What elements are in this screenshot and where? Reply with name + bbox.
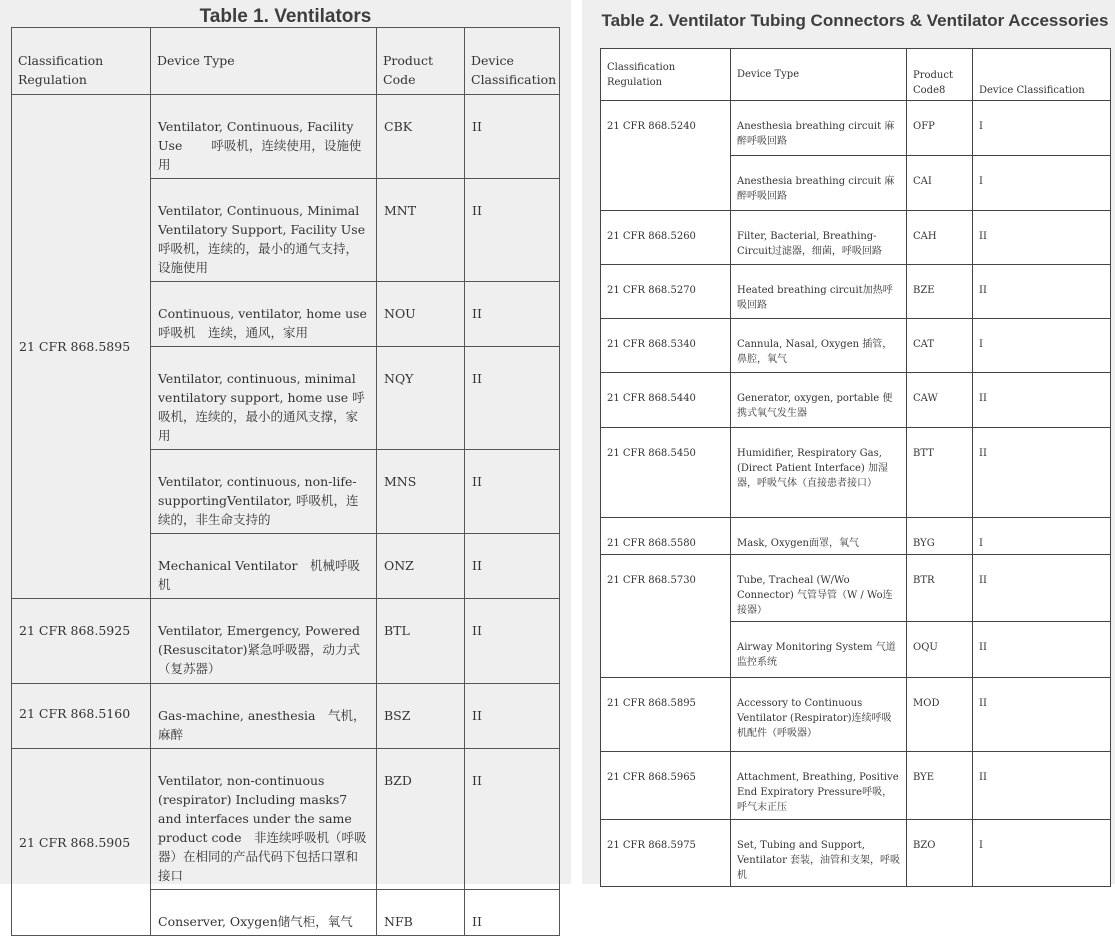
product-code-cell: NFB [377,890,465,936]
device-type-cell: Ventilator, non-continuous (respirator) Including masks7 and interfaces under the same product code 非连续呼吸机（呼吸器）在相同的产品代码下包括口罩和接口 [151,749,377,890]
table-row [601,428,1111,518]
header-classification-regulation: Classification Regulation [12,28,151,95]
header-device-type: Device Type [151,28,377,95]
regulation-cell: 21 CFR 868.5730 [601,555,731,678]
table-row [601,265,1111,319]
header-product-code: Product Code8 [907,49,973,101]
classification-cell: II [973,211,1111,265]
device-type-cell: Set, Tubing and Support, Ventilator 套装，油管和支架，呼吸机 [731,820,907,887]
product-code-cell: CAH [907,211,973,265]
device-type-cell: Humidifier, Respiratory Gas, (Direct Patient Interface) 加湿器，呼吸气体（直接患者接口） [731,428,907,518]
regulation-cell: 21 CFR 868.5975 [601,820,731,887]
header-device-type: Device Type [731,49,907,101]
header-classification-regulation: Classification Regulation [601,49,731,101]
classification-cell: I [973,319,1111,373]
product-code-cell: NOU [377,282,465,347]
classification-cell: II [465,179,560,282]
classification-cell: II [465,749,560,890]
classification-cell: II [465,684,560,749]
device-type-cell: Heated breathing circuit加热呼吸回路 [731,265,907,319]
classification-cell: II [973,265,1111,319]
device-type-cell: Conserver, Oxygen储气柜，氧气 [151,890,377,936]
product-code-cell: CAI [907,156,973,211]
header-device-classification: Device Classification [465,28,560,95]
device-type-cell: Mechanical Ventilator 机械呼吸机 [151,534,377,599]
product-code-cell: BTT [907,428,973,518]
product-code-cell: BTL [377,599,465,684]
device-type-cell: Cannula, Nasal, Oxygen 插管，鼻腔，氧气 [731,319,907,373]
table-row [601,101,1111,156]
product-code-cell: MNS [377,450,465,534]
device-type-cell: Ventilator, continuous, minimal ventilatory support, home use 呼吸机，连续的，最小的通风支撑，家用 [151,347,377,450]
product-code-cell: OFP [907,101,973,156]
table-row [601,211,1111,265]
table-row [601,752,1111,820]
device-type-cell: Anesthesia breathing circuit 麻醉呼吸回路 [731,101,907,156]
product-code-cell: BZD [377,749,465,890]
product-code-cell: ONZ [377,534,465,599]
device-type-cell: Generator, oxygen, portable 便携式氧气发生器 [731,373,907,428]
table-row [12,684,560,749]
device-type-cell: Ventilator, continuous, non-life-supportingVentilator, 呼吸机，连续的，非生命支持的 [151,450,377,534]
product-code-cell: BTR [907,555,973,622]
regulation-cell: 21 CFR 868.5240 [601,101,731,211]
classification-cell: II [465,95,560,179]
classification-cell: II [973,373,1111,428]
regulation-cell: 21 CFR 868.5260 [601,211,731,265]
product-code-cell: CAW [907,373,973,428]
table-row [601,678,1111,752]
table-row [601,820,1111,887]
device-type-cell: Ventilator, Continuous, Facility Use 呼吸机，连续使用，设施使用 [151,95,377,179]
regulation-cell: 21 CFR 868.5895 [12,95,151,599]
regulation-cell: 21 CFR 868.5340 [601,319,731,373]
regulation-cell: 21 CFR 868.5965 [601,752,731,820]
device-type-cell: Tube, Tracheal (W/Wo Connector) 气管导管（W / Wo连接器） [731,555,907,622]
regulation-cell: 21 CFR 868.5160 [12,684,151,749]
product-code-cell: CBK [377,95,465,179]
classification-cell: I [973,156,1111,211]
header-product-code: Product Code [377,28,465,95]
device-type-cell: Gas-machine, anesthesia 气机，麻醉 [151,684,377,749]
regulation-cell: 21 CFR 868.5450 [601,428,731,518]
device-type-cell: Airway Monitoring System 气道监控系统 [731,622,907,678]
table1-title: Table 1. Ventilators [199,6,372,27]
device-type-cell: Filter, Bacterial, Breathing-Circuit过滤器，细菌，呼吸回路 [731,211,907,265]
table-row [601,555,1111,622]
table-row [12,95,560,179]
device-type-cell: Ventilator, Continuous, Minimal Ventilatory Support, Facility Use呼吸机，连续的，最小的通气支持，设施使用 [151,179,377,282]
ventilator-accessories-table [600,48,1111,887]
table-row [12,749,560,890]
classification-cell: II [465,347,560,450]
product-code-cell: NQY [377,347,465,450]
product-code-cell: OQU [907,622,973,678]
table-row [12,599,560,684]
device-type-cell: Mask, Oxygen面罩，氧气 [731,518,907,555]
device-type-cell: Attachment, Breathing, Positive End Expiratory Pressure呼吸，呼气末正压 [731,752,907,820]
ventilators-table [11,27,560,936]
table-row [601,319,1111,373]
regulation-cell: 21 CFR 868.5440 [601,373,731,428]
table-row [601,373,1111,428]
classification-cell: II [973,555,1111,622]
classification-cell: II [973,428,1111,518]
classification-cell: II [973,622,1111,678]
product-code-cell: CAT [907,319,973,373]
product-code-cell: BYG [907,518,973,555]
product-code-cell: BZE [907,265,973,319]
classification-cell: I [973,101,1111,156]
classification-cell: I [973,518,1111,555]
regulation-cell: 21 CFR 868.5905 [12,749,151,936]
device-type-cell: Continuous, ventilator, home use 呼吸机 连续，通风，家用 [151,282,377,347]
classification-cell: I [973,820,1111,887]
device-type-cell: Accessory to Continuous Ventilator (Respirator)连续呼吸机配件（呼吸器） [731,678,907,752]
device-type-cell: Ventilator, Emergency, Powered (Resuscitator)紧急呼吸器，动力式（复苏器） [151,599,377,684]
header-device-classification: Device Classification [973,49,1111,101]
classification-cell: II [465,599,560,684]
product-code-cell: BZO [907,820,973,887]
table2-title: Table 2. Ventilator Tubing Connectors & Ventilator Accessories [601,11,1109,30]
classification-cell: II [465,282,560,347]
classification-cell: II [973,752,1111,820]
product-code-cell: BYE [907,752,973,820]
product-code-cell: MOD [907,678,973,752]
regulation-cell: 21 CFR 868.5925 [12,599,151,684]
regulation-cell: 21 CFR 868.5580 [601,518,731,555]
product-code-cell: MNT [377,179,465,282]
product-code-cell: BSZ [377,684,465,749]
classification-cell: II [465,450,560,534]
classification-cell: II [465,534,560,599]
classification-cell: II [973,678,1111,752]
regulation-cell: 21 CFR 868.5270 [601,265,731,319]
table-row [601,518,1111,555]
device-type-cell: Anesthesia breathing circuit 麻醉呼吸回路 [731,156,907,211]
classification-cell: II [465,890,560,936]
regulation-cell: 21 CFR 868.5895 [601,678,731,752]
